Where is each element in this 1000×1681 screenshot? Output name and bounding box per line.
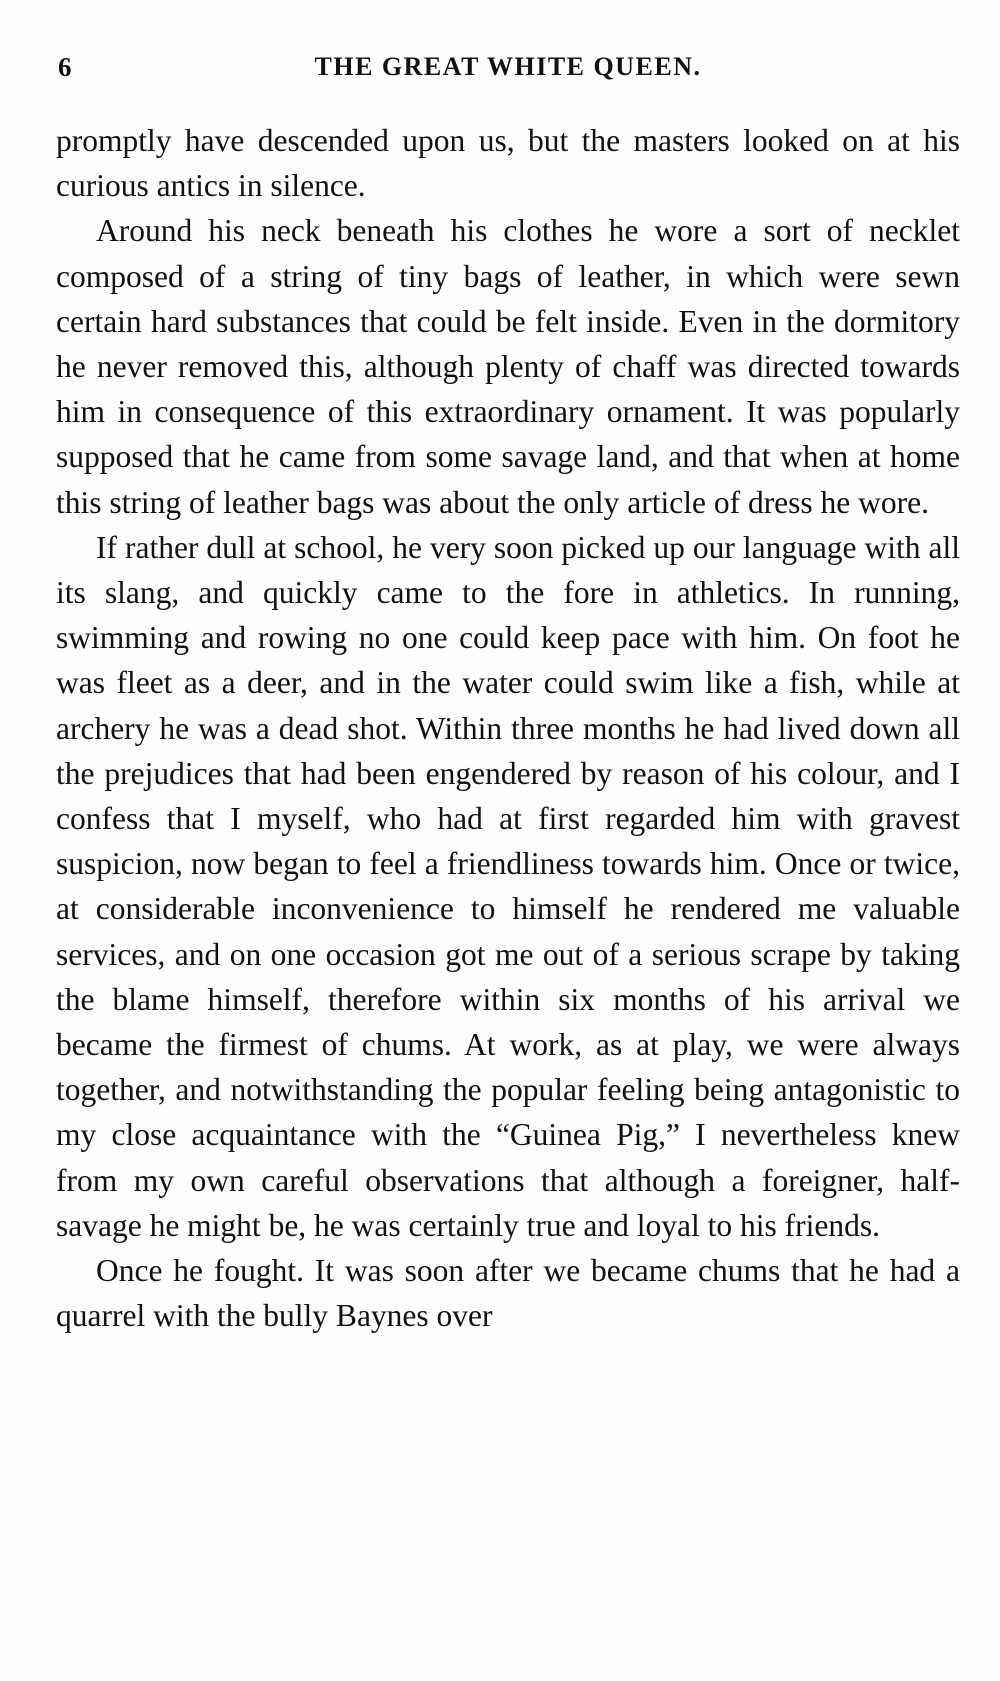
page-number: 6 <box>58 52 72 82</box>
running-head <box>58 52 958 92</box>
paragraph-athletics: If rather dull at school, he very soon picked up our language with all its slang, and quickly came to the fore in athletics. In running, swimming and rowing no one could keep pace with him. On foot he was fleet as a deer, and in the water could swim like a fish, while at archery he was a dead shot. Within three months he had lived down all the prejudices that had been engendered by reason of his colour, and I confess that I myself, who had at first regarded him with gravest suspicion, now began to feel a friendliness towards him. Once or twice, at considerable inconvenience to himself he rendered me valuable services, and on one occasion got me out of a serious scrape by taking the blame himself, therefore within six months of his arrival we became the firmest of chums. At work, as at play, we were always together, and notwithstanding the popular feeling being antagonistic to my close acquaintance with the “Guinea Pig,” I nevertheless knew from my own careful observations that although a foreigner, half-savage he might be, he was certainly true and loyal to his friends. <box>56 529 960 1243</box>
body-text <box>56 118 960 1338</box>
paragraph-fight: Once he fought. It was soon after we became chums that he had a quarrel with the bully Baynes over <box>56 1253 960 1334</box>
running-title: THE GREAT WHITE QUEEN. <box>314 52 702 81</box>
paragraph-necklet: Around his neck beneath his clothes he wore a sort of necklet composed of a string of tiny bags of leather, in which were sewn certain hard substances that could be felt inside. Even in the dormitory he never removed this, although plenty of chaff was directed towards him in consequence of this extraordinary ornament. It was popularly supposed that he came from some savage land, and that when at home this string of leather bags was about the only article of dress he wore. <box>56 213 960 520</box>
paragraph-continuation: promptly have descended upon us, but the masters looked on at his curious antics in silence. <box>56 123 960 204</box>
